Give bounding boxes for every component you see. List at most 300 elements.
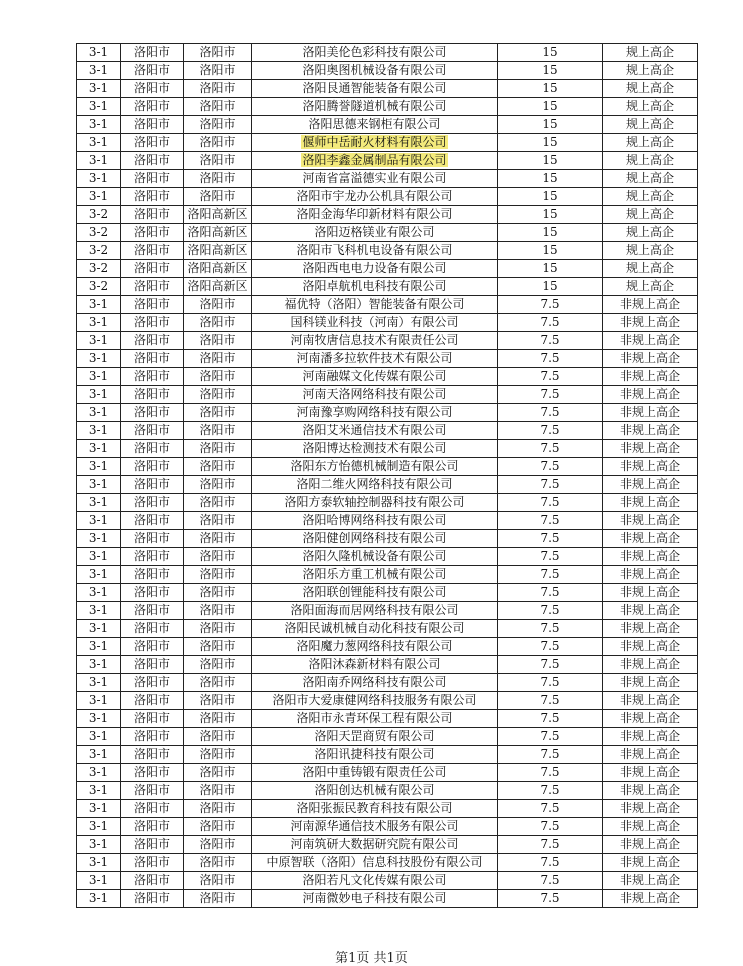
- cell-company: [252, 332, 498, 350]
- cell-score: 7.5: [498, 818, 603, 836]
- cell-level: 3-1: [77, 44, 121, 62]
- cell-city: 洛阳市: [121, 620, 184, 638]
- company-name: 国科镁业科技（河南）有限公司: [290, 315, 459, 329]
- cell-level: 3-1: [77, 548, 121, 566]
- cell-district: 洛阳市: [184, 422, 252, 440]
- cell-company: [252, 764, 498, 782]
- cell-score: 7.5: [498, 494, 603, 512]
- table-row: [77, 782, 698, 800]
- cell-category: 规上高企: [603, 98, 698, 116]
- cell-level: 3-1: [77, 386, 121, 404]
- table-row: [77, 368, 698, 386]
- cell-level: 3-2: [77, 224, 121, 242]
- cell-city: 洛阳市: [121, 224, 184, 242]
- cell-score: 7.5: [498, 512, 603, 530]
- company-name: 洛阳西电电力设备有限公司: [302, 261, 447, 275]
- cell-city: 洛阳市: [121, 404, 184, 422]
- table-row: [77, 746, 698, 764]
- cell-category: 非规上高企: [603, 314, 698, 332]
- company-name: 洛阳腾誉隧道机械有限公司: [302, 99, 447, 113]
- cell-score: 15: [498, 62, 603, 80]
- cell-company: [252, 62, 498, 80]
- cell-level: 3-1: [77, 440, 121, 458]
- cell-level: 3-1: [77, 764, 121, 782]
- cell-category: 规上高企: [603, 242, 698, 260]
- cell-company: [252, 728, 498, 746]
- table-row: [77, 512, 698, 530]
- cell-score: 7.5: [498, 782, 603, 800]
- cell-score: 7.5: [498, 476, 603, 494]
- cell-district: 洛阳市: [184, 350, 252, 368]
- table-row: [77, 350, 698, 368]
- cell-district: 洛阳市: [184, 764, 252, 782]
- cell-category: 非规上高企: [603, 710, 698, 728]
- table-row: [77, 242, 698, 260]
- cell-city: 洛阳市: [121, 260, 184, 278]
- company-name: 洛阳卓航机电科技有限公司: [302, 279, 447, 293]
- cell-category: 非规上高企: [603, 638, 698, 656]
- cell-category: 非规上高企: [603, 728, 698, 746]
- cell-city: 洛阳市: [121, 800, 184, 818]
- table-row: [77, 458, 698, 476]
- cell-category: 非规上高企: [603, 818, 698, 836]
- table-row: [77, 422, 698, 440]
- cell-level: 3-1: [77, 152, 121, 170]
- cell-level: 3-1: [77, 728, 121, 746]
- cell-city: 洛阳市: [121, 530, 184, 548]
- table-row: [77, 170, 698, 188]
- cell-company: [252, 674, 498, 692]
- cell-score: 15: [498, 44, 603, 62]
- cell-district: 洛阳市: [184, 296, 252, 314]
- table-row: [77, 728, 698, 746]
- cell-city: 洛阳市: [121, 836, 184, 854]
- cell-level: 3-1: [77, 692, 121, 710]
- company-name: 洛阳艮通智能装备有限公司: [302, 81, 447, 95]
- company-name: 洛阳艾米通信技术有限公司: [302, 423, 447, 437]
- cell-district: 洛阳市: [184, 314, 252, 332]
- cell-district: 洛阳市: [184, 80, 252, 98]
- cell-company: [252, 746, 498, 764]
- cell-city: 洛阳市: [121, 872, 184, 890]
- cell-level: 3-1: [77, 584, 121, 602]
- table-row: [77, 206, 698, 224]
- cell-company: [252, 854, 498, 872]
- cell-company: [252, 44, 498, 62]
- cell-score: 15: [498, 224, 603, 242]
- table-row: [77, 440, 698, 458]
- cell-district: 洛阳市: [184, 872, 252, 890]
- cell-district: 洛阳市: [184, 548, 252, 566]
- cell-district: 洛阳市: [184, 62, 252, 80]
- cell-company: [252, 602, 498, 620]
- cell-district: 洛阳市: [184, 404, 252, 422]
- cell-score: 15: [498, 80, 603, 98]
- cell-city: 洛阳市: [121, 152, 184, 170]
- cell-city: 洛阳市: [121, 548, 184, 566]
- cell-district: 洛阳市: [184, 746, 252, 764]
- company-name: 河南豫享购网络科技有限公司: [296, 405, 453, 419]
- cell-district: 洛阳市: [184, 530, 252, 548]
- cell-score: 7.5: [498, 872, 603, 890]
- table-row: [77, 260, 698, 278]
- table-row: [77, 314, 698, 332]
- cell-category: 非规上高企: [603, 404, 698, 422]
- cell-score: 15: [498, 116, 603, 134]
- cell-district: 洛阳市: [184, 566, 252, 584]
- cell-district: 洛阳市: [184, 638, 252, 656]
- cell-company: [252, 278, 498, 296]
- cell-score: 7.5: [498, 350, 603, 368]
- cell-score: 7.5: [498, 638, 603, 656]
- cell-level: 3-1: [77, 620, 121, 638]
- cell-level: 3-1: [77, 800, 121, 818]
- cell-score: 7.5: [498, 854, 603, 872]
- page-footer: 第1页 共1页: [335, 951, 408, 966]
- cell-category: 非规上高企: [603, 872, 698, 890]
- cell-city: 洛阳市: [121, 764, 184, 782]
- table-row: [77, 476, 698, 494]
- cell-district: 洛阳高新区: [184, 278, 252, 296]
- cell-city: 洛阳市: [121, 440, 184, 458]
- cell-city: 洛阳市: [121, 494, 184, 512]
- cell-city: 洛阳市: [121, 674, 184, 692]
- cell-district: 洛阳市: [184, 602, 252, 620]
- cell-level: 3-1: [77, 314, 121, 332]
- table-row: [77, 278, 698, 296]
- cell-category: 非规上高企: [603, 368, 698, 386]
- cell-category: 非规上高企: [603, 656, 698, 674]
- cell-city: 洛阳市: [121, 584, 184, 602]
- company-name: 洛阳若凡文化传媒有限公司: [302, 873, 447, 887]
- cell-company: [252, 818, 498, 836]
- cell-company: [252, 458, 498, 476]
- cell-city: 洛阳市: [121, 44, 184, 62]
- company-name: 洛阳面海而居网络科技有限公司: [290, 603, 459, 617]
- cell-city: 洛阳市: [121, 368, 184, 386]
- cell-score: 15: [498, 98, 603, 116]
- cell-level: 3-1: [77, 422, 121, 440]
- cell-score: 7.5: [498, 314, 603, 332]
- cell-category: 规上高企: [603, 62, 698, 80]
- cell-company: [252, 422, 498, 440]
- table-row: [77, 80, 698, 98]
- cell-company: [252, 512, 498, 530]
- cell-category: 非规上高企: [603, 548, 698, 566]
- cell-level: 3-1: [77, 332, 121, 350]
- cell-score: 7.5: [498, 440, 603, 458]
- table-row: [77, 530, 698, 548]
- cell-level: 3-1: [77, 170, 121, 188]
- cell-level: 3-1: [77, 782, 121, 800]
- cell-company: [252, 476, 498, 494]
- cell-level: 3-1: [77, 512, 121, 530]
- company-name: 洛阳久隆机械设备有限公司: [302, 549, 447, 563]
- cell-company: [252, 188, 498, 206]
- table-row: [77, 548, 698, 566]
- table-row: [77, 602, 698, 620]
- cell-district: 洛阳市: [184, 656, 252, 674]
- table-row: [77, 620, 698, 638]
- table-row: [77, 44, 698, 62]
- cell-company: [252, 242, 498, 260]
- table-row: [77, 692, 698, 710]
- cell-score: 7.5: [498, 602, 603, 620]
- cell-level: 3-1: [77, 476, 121, 494]
- cell-company: [252, 80, 498, 98]
- cell-category: 规上高企: [603, 44, 698, 62]
- cell-score: 7.5: [498, 458, 603, 476]
- cell-company: [252, 98, 498, 116]
- cell-city: 洛阳市: [121, 602, 184, 620]
- cell-city: 洛阳市: [121, 458, 184, 476]
- cell-city: 洛阳市: [121, 206, 184, 224]
- cell-city: 洛阳市: [121, 638, 184, 656]
- cell-company: [252, 836, 498, 854]
- cell-company: [252, 656, 498, 674]
- cell-city: 洛阳市: [121, 656, 184, 674]
- cell-company: [252, 782, 498, 800]
- cell-company: [252, 368, 498, 386]
- cell-category: 非规上高企: [603, 386, 698, 404]
- cell-score: 15: [498, 170, 603, 188]
- cell-score: 7.5: [498, 404, 603, 422]
- table-row: [77, 818, 698, 836]
- cell-level: 3-1: [77, 656, 121, 674]
- cell-district: 洛阳市: [184, 890, 252, 908]
- cell-city: 洛阳市: [121, 476, 184, 494]
- cell-score: 7.5: [498, 386, 603, 404]
- cell-score: 15: [498, 260, 603, 278]
- cell-level: 3-1: [77, 674, 121, 692]
- company-name: 洛阳联创锂能科技有限公司: [302, 585, 447, 599]
- cell-category: 非规上高企: [603, 566, 698, 584]
- cell-company: [252, 530, 498, 548]
- cell-category: 非规上高企: [603, 836, 698, 854]
- table-row: [77, 98, 698, 116]
- cell-category: 规上高企: [603, 152, 698, 170]
- cell-level: 3-1: [77, 494, 121, 512]
- cell-category: 规上高企: [603, 278, 698, 296]
- cell-category: 非规上高企: [603, 746, 698, 764]
- cell-city: 洛阳市: [121, 170, 184, 188]
- company-name: 洛阳天罡商贸有限公司: [314, 729, 435, 743]
- cell-level: 3-2: [77, 278, 121, 296]
- cell-district: 洛阳市: [184, 692, 252, 710]
- cell-category: 非规上高企: [603, 584, 698, 602]
- cell-company: [252, 404, 498, 422]
- cell-category: 非规上高企: [603, 440, 698, 458]
- cell-city: 洛阳市: [121, 242, 184, 260]
- company-name: 福优特（洛阳）智能装备有限公司: [284, 297, 465, 311]
- table-body: [77, 44, 698, 908]
- company-name: 河南源华通信技术服务有限公司: [290, 819, 459, 833]
- cell-district: 洛阳市: [184, 854, 252, 872]
- cell-company: [252, 386, 498, 404]
- cell-company: [252, 134, 498, 152]
- cell-district: 洛阳市: [184, 368, 252, 386]
- cell-district: 洛阳市: [184, 152, 252, 170]
- cell-score: 7.5: [498, 674, 603, 692]
- cell-company: [252, 710, 498, 728]
- cell-category: 规上高企: [603, 260, 698, 278]
- company-name: 河南天洛网络科技有限公司: [302, 387, 447, 401]
- cell-score: 7.5: [498, 800, 603, 818]
- cell-score: 15: [498, 134, 603, 152]
- company-name: 洛阳二维火网络科技有限公司: [296, 477, 453, 491]
- cell-score: 15: [498, 242, 603, 260]
- cell-category: 非规上高企: [603, 782, 698, 800]
- cell-city: 洛阳市: [121, 116, 184, 134]
- cell-city: 洛阳市: [121, 98, 184, 116]
- company-name: 洛阳市大爱康健网络科技服务有限公司: [272, 693, 477, 707]
- cell-level: 3-1: [77, 458, 121, 476]
- company-name: 洛阳思德来钢柜有限公司: [308, 117, 441, 131]
- company-name: 河南筑研大数据研究院有限公司: [290, 837, 459, 851]
- cell-category: 非规上高企: [603, 854, 698, 872]
- cell-district: 洛阳市: [184, 476, 252, 494]
- cell-level: 3-1: [77, 134, 121, 152]
- cell-district: 洛阳市: [184, 170, 252, 188]
- table-row: [77, 764, 698, 782]
- cell-level: 3-1: [77, 188, 121, 206]
- cell-city: 洛阳市: [121, 386, 184, 404]
- table-row: [77, 296, 698, 314]
- cell-category: 非规上高企: [603, 800, 698, 818]
- cell-company: [252, 350, 498, 368]
- table-row: [77, 404, 698, 422]
- cell-city: 洛阳市: [121, 62, 184, 80]
- cell-level: 3-2: [77, 206, 121, 224]
- cell-score: 7.5: [498, 764, 603, 782]
- cell-category: 非规上高企: [603, 512, 698, 530]
- cell-city: 洛阳市: [121, 350, 184, 368]
- company-name: 洛阳李鑫金属制品有限公司: [302, 153, 447, 167]
- cell-category: 规上高企: [603, 116, 698, 134]
- table-row: [77, 656, 698, 674]
- cell-city: 洛阳市: [121, 710, 184, 728]
- cell-score: 7.5: [498, 692, 603, 710]
- cell-score: 7.5: [498, 332, 603, 350]
- cell-company: [252, 314, 498, 332]
- cell-category: 非规上高企: [603, 422, 698, 440]
- cell-category: 非规上高企: [603, 332, 698, 350]
- cell-district: 洛阳市: [184, 800, 252, 818]
- cell-company: [252, 584, 498, 602]
- cell-level: 3-1: [77, 566, 121, 584]
- enterprise-table: [76, 43, 698, 908]
- cell-category: 非规上高企: [603, 890, 698, 908]
- cell-company: [252, 548, 498, 566]
- cell-city: 洛阳市: [121, 728, 184, 746]
- cell-district: 洛阳市: [184, 386, 252, 404]
- table-row: [77, 890, 698, 908]
- company-name: 洛阳健创网络科技有限公司: [302, 531, 447, 545]
- cell-company: [252, 170, 498, 188]
- cell-company: [252, 890, 498, 908]
- cell-category: 非规上高企: [603, 764, 698, 782]
- cell-level: 3-1: [77, 872, 121, 890]
- cell-city: 洛阳市: [121, 746, 184, 764]
- cell-district: 洛阳市: [184, 98, 252, 116]
- cell-level: 3-1: [77, 638, 121, 656]
- cell-company: [252, 260, 498, 278]
- company-name: 河南省富溢德实业有限公司: [302, 171, 447, 185]
- cell-level: 3-1: [77, 350, 121, 368]
- cell-score: 15: [498, 188, 603, 206]
- cell-score: 7.5: [498, 746, 603, 764]
- cell-score: 7.5: [498, 422, 603, 440]
- cell-city: 洛阳市: [121, 512, 184, 530]
- cell-company: [252, 116, 498, 134]
- table-row: [77, 800, 698, 818]
- cell-district: 洛阳市: [184, 818, 252, 836]
- company-name: 洛阳市宇龙办公机具有限公司: [296, 189, 453, 203]
- cell-category: 非规上高企: [603, 296, 698, 314]
- cell-district: 洛阳高新区: [184, 224, 252, 242]
- table-row: [77, 638, 698, 656]
- company-name: 洛阳讯捷科技有限公司: [314, 747, 435, 761]
- cell-category: 非规上高企: [603, 602, 698, 620]
- company-name: 河南融媒文化传媒有限公司: [302, 369, 447, 383]
- company-name: 河南潘多拉软件技术有限公司: [296, 351, 453, 365]
- cell-district: 洛阳市: [184, 512, 252, 530]
- cell-city: 洛阳市: [121, 296, 184, 314]
- table-row: [77, 332, 698, 350]
- table-row: [77, 494, 698, 512]
- table-row: [77, 224, 698, 242]
- table-row: [77, 584, 698, 602]
- cell-city: 洛阳市: [121, 188, 184, 206]
- cell-level: 3-1: [77, 836, 121, 854]
- cell-category: 规上高企: [603, 80, 698, 98]
- cell-level: 3-1: [77, 602, 121, 620]
- cell-level: 3-1: [77, 98, 121, 116]
- cell-level: 3-1: [77, 368, 121, 386]
- company-name: 洛阳迈格镁业有限公司: [314, 225, 435, 239]
- company-name: 洛阳市永青环保工程有限公司: [296, 711, 453, 725]
- cell-level: 3-1: [77, 116, 121, 134]
- cell-district: 洛阳市: [184, 134, 252, 152]
- cell-level: 3-2: [77, 242, 121, 260]
- cell-category: 规上高企: [603, 206, 698, 224]
- table-row: [77, 566, 698, 584]
- cell-company: [252, 152, 498, 170]
- company-name: 洛阳沐森新材料有限公司: [308, 657, 441, 671]
- cell-score: 7.5: [498, 890, 603, 908]
- cell-district: 洛阳市: [184, 728, 252, 746]
- company-name: 洛阳美伦色彩科技有限公司: [302, 45, 447, 59]
- cell-level: 3-1: [77, 710, 121, 728]
- cell-score: 7.5: [498, 656, 603, 674]
- cell-district: 洛阳市: [184, 332, 252, 350]
- company-name: 洛阳方泰软轴控制器科技有限公司: [284, 495, 465, 509]
- cell-score: 7.5: [498, 728, 603, 746]
- cell-city: 洛阳市: [121, 278, 184, 296]
- cell-city: 洛阳市: [121, 692, 184, 710]
- cell-score: 7.5: [498, 836, 603, 854]
- company-name: 河南微妙电子科技有限公司: [302, 891, 447, 905]
- table-row: [77, 188, 698, 206]
- cell-city: 洛阳市: [121, 782, 184, 800]
- cell-category: 非规上高企: [603, 494, 698, 512]
- cell-city: 洛阳市: [121, 80, 184, 98]
- cell-level: 3-1: [77, 854, 121, 872]
- cell-city: 洛阳市: [121, 314, 184, 332]
- cell-level: 3-1: [77, 530, 121, 548]
- cell-company: [252, 638, 498, 656]
- company-name: 偃师中岳耐火材料有限公司: [302, 135, 447, 149]
